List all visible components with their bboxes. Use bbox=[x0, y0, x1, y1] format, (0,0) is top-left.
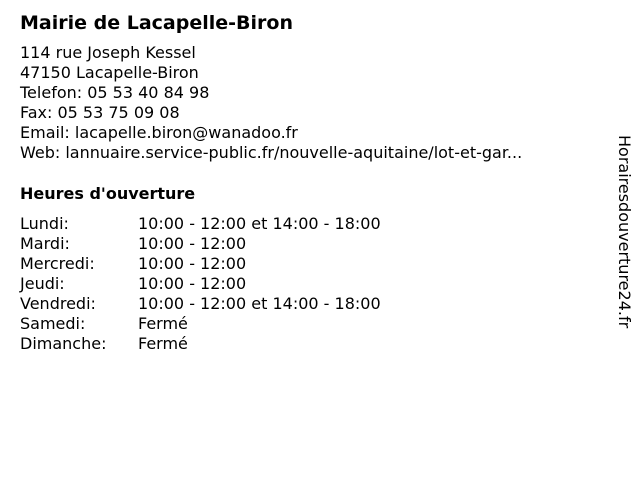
address-block bbox=[20, 43, 522, 163]
web-line: Web: lannuaire.service-public.fr/nouvelle-aquitaine/lot-et-gar... bbox=[20, 143, 523, 162]
day-label: Mercredi: bbox=[20, 254, 95, 273]
watermark-text: Horairesdouverture24.fr bbox=[615, 135, 634, 329]
address-street: 114 rue Joseph Kessel bbox=[20, 43, 196, 62]
address-city: 47150 Lacapelle-Biron bbox=[20, 63, 199, 82]
email-line: Email: lacapelle.biron@wanadoo.fr bbox=[20, 123, 298, 142]
day-hours: Fermé bbox=[138, 314, 188, 333]
day-hours: 10:00 - 12:00 bbox=[138, 234, 247, 253]
fax-line: Fax: 05 53 75 09 08 bbox=[20, 103, 180, 122]
day-hours: Fermé bbox=[138, 334, 188, 353]
phone-line: Telefon: 05 53 40 84 98 bbox=[20, 83, 210, 102]
watermark bbox=[612, 135, 636, 345]
day-label: Jeudi: bbox=[20, 274, 65, 293]
day-label: Dimanche: bbox=[20, 334, 107, 353]
page-title: Mairie de Lacapelle-Biron bbox=[20, 12, 293, 34]
day-label: Vendredi: bbox=[20, 294, 96, 313]
day-hours: 10:00 - 12:00 et 14:00 - 18:00 bbox=[138, 214, 381, 233]
day-hours: 10:00 - 12:00 bbox=[138, 274, 247, 293]
day-label: Lundi: bbox=[20, 214, 69, 233]
day-hours: 10:00 - 12:00 et 14:00 - 18:00 bbox=[138, 294, 381, 313]
day-label: Mardi: bbox=[20, 234, 70, 253]
day-hours: 10:00 - 12:00 bbox=[138, 254, 247, 273]
day-label: Samedi: bbox=[20, 314, 86, 333]
hours-heading: Heures d'ouverture bbox=[20, 184, 196, 203]
